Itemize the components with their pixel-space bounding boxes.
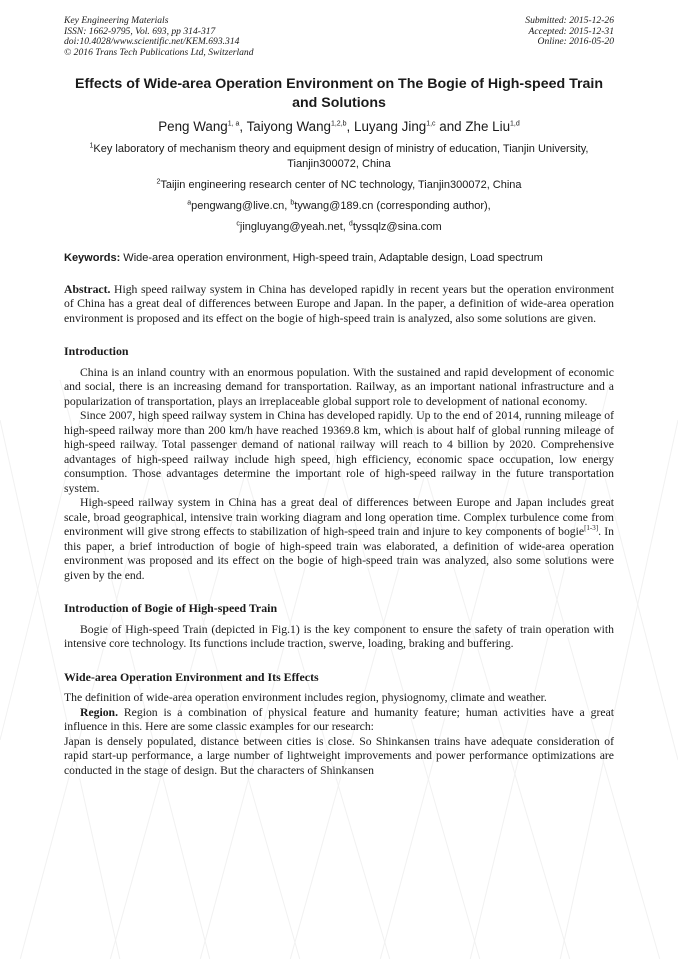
paragraph	[64, 706, 614, 735]
journal-name: Key Engineering Materials	[64, 15, 169, 26]
email-text: tyssqlz@sina.com	[352, 220, 442, 233]
email-text: tywang@189.cn (corresponding author),	[294, 200, 491, 213]
journal-info	[64, 16, 254, 58]
affiliation-marker: 2	[156, 178, 161, 186]
affiliation-marker: 1	[89, 142, 94, 150]
publication-dates	[525, 16, 614, 58]
citation: [1-3]	[584, 524, 599, 533]
paragraph-text: High-speed railway system in China has a great deal of differences between Europe and Japan includes great scale, broad geographical, intensive train working diagram and long operation time. Complex turbulence come from environment will give strong effects to stabilization of high-speed train and injure to key components of bogie	[64, 496, 614, 539]
author-name: Zhe Liu	[465, 119, 511, 135]
paper-title: Effects of Wide-area Operation Environment on The Bogie of High-speed Train and Solutions	[74, 76, 604, 111]
paragraph: Since 2007, high speed railway system in China has developed rapidly. Up to the end of 2014, running mileage of high-speed railway more than 200 km/h have reached 19369.8 km, which is about half of global running mileage of high-speed railway. Total passenger demand of national railway will reach to 4 billion by 2020. Comprehensive advantages of high-speed railway include high speed, high efficiency, economic space occupation, low energy consumption. Those advantages determine the important role of high-speed railway in the future transportation system.	[64, 409, 614, 495]
journal-doi: doi:10.4028/www.scientific.net/KEM.693.314	[64, 36, 240, 48]
author-separator: ,	[239, 119, 247, 135]
paragraph-text: . In this paper, a brief introduction of bogie of high-speed train was elaborated, a definition of wide-area operation environment was proposed and its effect on the bogie of high-speed train was analyzed, also some solutions were given by the end.	[64, 525, 614, 582]
online-date: Online: 2016-05-20	[537, 36, 614, 48]
section-heading-bogie: Introduction of Bogie of High-speed Train	[64, 601, 278, 616]
author-name: Luyang Jing	[354, 119, 427, 135]
paragraph: The definition of wide-area operation environment includes region, physiognomy, climate and weather.	[64, 691, 547, 705]
email-marker: d	[348, 219, 353, 227]
author-affiliation-marker: 1,c	[426, 120, 436, 128]
author-separator: ,	[346, 119, 354, 135]
author-list	[64, 118, 614, 135]
affiliation-text: Key laboratory of mechanism theory and equipment design of ministry of education, Tianjin University, Tianjin300072, China	[93, 143, 589, 170]
email-marker: c	[236, 219, 240, 227]
paragraph: China is an inland country with an enormous population. With the sustained and rapid development of economic and social, there is an increasing demand for transportation. Railway, as an important national infrastructure and a popularization of transportation, plays an irreplaceable global support role to development of national economy.	[64, 365, 614, 408]
paragraph-text: Region is a combination of physical feature and humanity feature; human activities have a great influence in this. Here are some classic examples for our research:	[64, 705, 614, 734]
abstract-text: High speed railway system in China has developed rapidly in recent years but the operation environment of China has a great deal of differences between Europe and Japan. In the paper, a definition of wide-area operation environment is proposed and its effect on the bogie of high-speed train is analyzed, also some solutions are given.	[64, 282, 614, 325]
email-marker: b	[290, 199, 295, 207]
email-text: jingluyang@yeah.net,	[239, 220, 349, 233]
abstract	[64, 283, 614, 327]
author-affiliation-marker: 1, a	[227, 120, 240, 128]
keywords-text: Wide-area operation environment, High-speed train, Adaptable design, Load spectrum	[120, 251, 543, 264]
paragraph: Japan is densely populated, distance between cities is close. So Shinkansen trains have adequate consideration of rapid start-up performance, a large number of lightweight improvements and power performance optimizations are conducted in the stage of design. But the characters of Shinkansen	[64, 734, 614, 777]
introduction-section	[64, 366, 614, 584]
email-marker: a	[187, 199, 192, 207]
author-affiliation-marker: 1,d	[510, 120, 520, 128]
author-affiliation-marker: 1,2,b	[330, 120, 347, 128]
wide-area-section	[64, 691, 614, 778]
abstract-label: Abstract.	[64, 282, 111, 296]
email-line-2	[64, 220, 614, 234]
keywords-label: Keywords:	[64, 251, 121, 264]
paragraph: Bogie of High-speed Train (depicted in Fig.1) is the key component to ensure the safety of train operation with intensive core technology. Its functions include traction, swerve, loading, braking and buffering.	[64, 622, 614, 651]
affiliation-1	[64, 142, 614, 171]
submitted-date: Submitted: 2015-12-26	[525, 15, 614, 26]
keywords	[64, 251, 614, 265]
section-heading-introduction: Introduction	[64, 344, 129, 359]
accepted-date: Accepted: 2015-12-31	[528, 25, 614, 37]
bogie-section	[64, 623, 614, 652]
journal-copyright: © 2016 Trans Tech Publications Ltd, Switzerland	[64, 46, 254, 58]
affiliation-text: Taijin engineering research center of NC technology, Tianjin300072, China	[160, 178, 522, 191]
author-name: Taiyong Wang	[246, 119, 331, 135]
author-and: and	[435, 119, 466, 135]
section-heading-wide-area: Wide-area Operation Environment and Its Effects	[64, 669, 319, 684]
email-text: pengwang@live.cn,	[191, 200, 291, 213]
region-label: Region.	[80, 705, 118, 719]
journal-header	[64, 16, 614, 58]
email-line-1	[64, 199, 614, 213]
affiliation-2	[64, 178, 614, 192]
author-name: Peng Wang	[158, 119, 228, 135]
paragraph	[64, 496, 614, 583]
journal-issn: ISSN: 1662-9795, Vol. 693, pp 314-317	[64, 25, 216, 37]
